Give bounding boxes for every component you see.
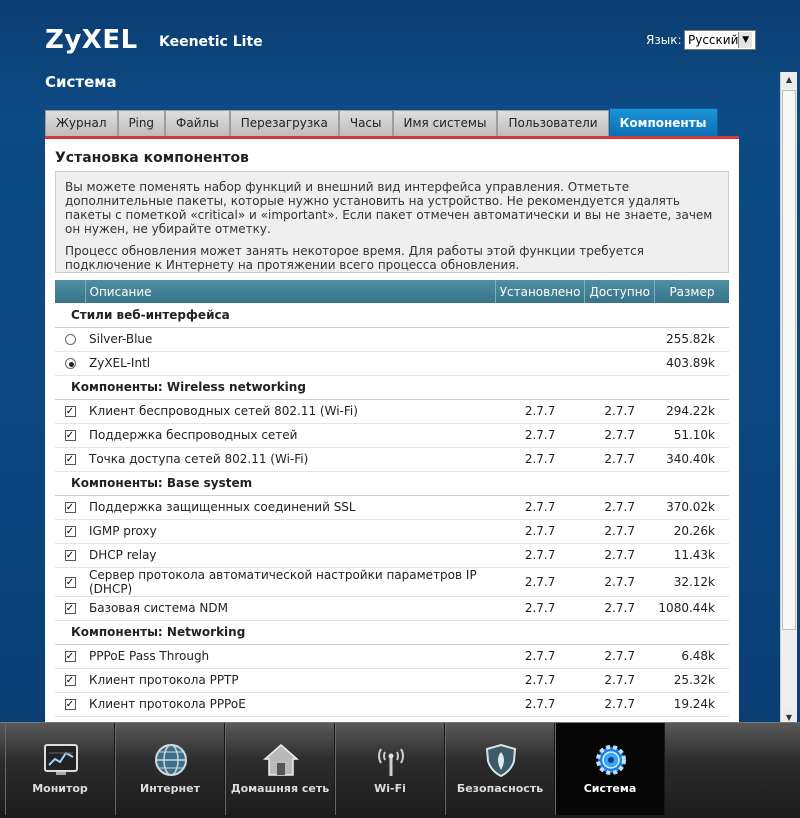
style-radio[interactable] [65,358,76,369]
installed-version: 2.7.7 [495,543,585,567]
component-name: Базовая система NDM [85,596,495,620]
component-name: ZyXEL-Intl [85,351,495,375]
component-name: Клиент беспроводных сетей 802.11 (Wi-Fi) [85,399,495,423]
package-size: 340.40k [654,447,729,471]
select-cell [55,668,85,692]
table-row [55,692,729,716]
nav-item-label: Безопасность [456,782,544,795]
bottom-navigation [0,722,800,818]
table-row [55,543,729,567]
group-title: Стили веб-интерфейса [55,303,729,327]
zyxel-logo: ZyXEL [45,25,138,55]
available-version: 2.7.7 [585,423,654,447]
nav-item-label: Система [583,782,637,795]
table-row [55,327,729,351]
page-title: Система [45,73,117,91]
nav-item-4[interactable] [445,723,555,815]
component-checkbox[interactable]: ✓ [65,406,75,417]
nav-item-2[interactable] [225,723,335,815]
select-cell [55,644,85,668]
components-table [55,280,729,717]
nav-item-label: Wi-Fi [374,782,406,795]
package-size: 294.22k [654,399,729,423]
installed-version [495,327,585,351]
component-checkbox[interactable]: ✓ [65,430,75,441]
table-row [55,447,729,471]
nav-item-label: Интернет [140,782,200,795]
group-title: Компоненты: Wireless networking [55,375,729,399]
column-select [55,280,85,303]
select-cell [55,596,85,620]
info-paragraph-1: Вы можете поменять набор функций и внешний вид интерфейса управления. Отметьте дополнительные пакеты, которые нужно установить на устройство. Не рекомендуется удалять пакеты с пометкой «critical» и «important». Если пакет отмечен автоматически и вы не знаете, зачем он нужен, не убирайте отметку. [65,180,713,236]
nav-item-label: Домашняя сеть [230,782,330,795]
available-version: 2.7.7 [585,543,654,567]
installed-version: 2.7.7 [495,495,585,519]
tab-bar [45,108,718,136]
available-version: 2.7.7 [585,447,654,471]
language-select-value: Русский [688,33,739,47]
available-version: 2.7.7 [585,567,654,596]
table-row [55,668,729,692]
installed-version: 2.7.7 [495,519,585,543]
installed-version: 2.7.7 [495,596,585,620]
nav-item-3[interactable] [335,723,445,815]
component-checkbox[interactable]: ✓ [65,576,75,588]
product-name: Keenetic Lite [159,34,263,50]
component-checkbox[interactable]: ✓ [65,699,75,710]
installed-version: 2.7.7 [495,692,585,716]
group-title: Компоненты: Networking [55,620,729,644]
column-available: Доступно [585,280,654,303]
package-size: 403.89k [654,351,729,375]
nav-item-label: Монитор [32,782,88,795]
chevron-down-icon: ▼ [738,32,752,48]
component-name: PPPoE Pass Through [85,644,495,668]
table-row [55,519,729,543]
select-cell [55,692,85,716]
component-name: Поддержка беспроводных сетей [85,423,495,447]
tab-6[interactable]: Пользователи [497,110,608,136]
package-size: 370.02k [654,495,729,519]
component-name: Сервер протокола автоматической настройки параметров IP (DHCP) [85,567,495,596]
panel-title: Установка компонентов [55,150,249,166]
installed-version [495,351,585,375]
tab-7[interactable]: Компоненты [609,108,718,136]
available-version: 2.7.7 [585,399,654,423]
package-size: 25.32k [654,668,729,692]
available-version [585,327,654,351]
package-size: 6.48k [654,644,729,668]
select-cell [55,447,85,471]
table-row [55,351,729,375]
tab-1[interactable]: Ping [118,110,166,136]
table-row [55,399,729,423]
table-row [55,495,729,519]
select-cell [55,423,85,447]
header [0,0,800,100]
group-title: Компоненты: Base system [55,471,729,495]
installed-version: 2.7.7 [495,447,585,471]
available-version: 2.7.7 [585,692,654,716]
nav-item-0[interactable] [5,723,115,815]
package-size: 51.10k [654,423,729,447]
info-box [55,171,729,273]
select-cell [55,519,85,543]
column-description: Описание [85,280,495,303]
info-paragraph-2: Процесс обновления может занять некоторое время. Для работы этой функции требуется подключение к Интернету на протяжении всего процесса обновления. [65,244,644,272]
column-size: Размер [654,280,729,303]
group-header-row [55,375,729,399]
table-row [55,567,729,596]
select-cell [55,495,85,519]
language-label: Язык: [646,33,682,47]
group-header-row [55,620,729,644]
package-size: 19.24k [654,692,729,716]
tab-4[interactable]: Часы [339,110,393,136]
shield-icon [483,743,519,777]
component-checkbox[interactable]: ✓ [65,502,75,513]
table-header-row [55,280,729,303]
tab-0[interactable]: Журнал [45,110,118,136]
component-name: DHCP relay [85,543,495,567]
component-checkbox[interactable]: ✓ [65,603,75,614]
select-cell [55,399,85,423]
component-checkbox[interactable]: ✓ [65,651,75,662]
installed-version: 2.7.7 [495,668,585,692]
installed-version: 2.7.7 [495,423,585,447]
component-checkbox[interactable]: ✓ [65,675,75,686]
package-size: 20.26k [654,519,729,543]
package-size: 255.82k [654,327,729,351]
tab-5[interactable]: Имя системы [393,110,498,136]
installed-version: 2.7.7 [495,567,585,596]
scrollbar-thumb[interactable] [782,90,796,630]
scroll-up-arrow-icon[interactable]: ▲ [781,72,797,88]
scrollbar[interactable] [780,72,797,726]
component-checkbox[interactable]: ✓ [65,550,75,561]
column-installed: Установлено [495,280,585,303]
table-row [55,644,729,668]
available-version: 2.7.7 [585,668,654,692]
select-cell [55,567,85,596]
wifi-antenna-icon [373,743,409,777]
available-version: 2.7.7 [585,596,654,620]
component-name: Клиент протокола PPTP [85,668,495,692]
tab-2[interactable]: Файлы [165,110,230,136]
available-version: 2.7.7 [585,644,654,668]
installed-version: 2.7.7 [495,644,585,668]
table-row [55,423,729,447]
available-version: 2.7.7 [585,495,654,519]
component-checkbox[interactable]: ✓ [65,454,75,465]
select-cell [55,543,85,567]
component-name: Точка доступа сетей 802.11 (Wi-Fi) [85,447,495,471]
nav-item-1[interactable] [115,723,225,815]
home-icon [263,743,299,777]
tab-3[interactable]: Перезагрузка [230,110,339,136]
package-size: 1080.44k [654,596,729,620]
table-row [55,596,729,620]
globe-icon [153,743,189,777]
component-checkbox[interactable]: ✓ [65,526,75,537]
language-select[interactable] [684,30,756,50]
style-radio[interactable] [65,334,76,345]
scroll-down-arrow-icon[interactable]: ▼ [781,710,797,726]
component-name: Клиент протокола PPPoE [85,692,495,716]
component-name: Поддержка защищенных соединений SSL [85,495,495,519]
component-name: IGMP proxy [85,519,495,543]
available-version: 2.7.7 [585,519,654,543]
gear-icon [593,743,629,777]
available-version [585,351,654,375]
select-cell [55,351,85,375]
package-size: 32.12k [654,567,729,596]
installed-version: 2.7.7 [495,399,585,423]
select-cell [55,327,85,351]
monitor-icon [43,743,79,777]
package-size: 11.43k [654,543,729,567]
component-name: Silver-Blue [85,327,495,351]
group-header-row [55,303,729,327]
content-panel [45,139,739,729]
nav-item-5[interactable] [555,723,665,815]
group-header-row [55,471,729,495]
